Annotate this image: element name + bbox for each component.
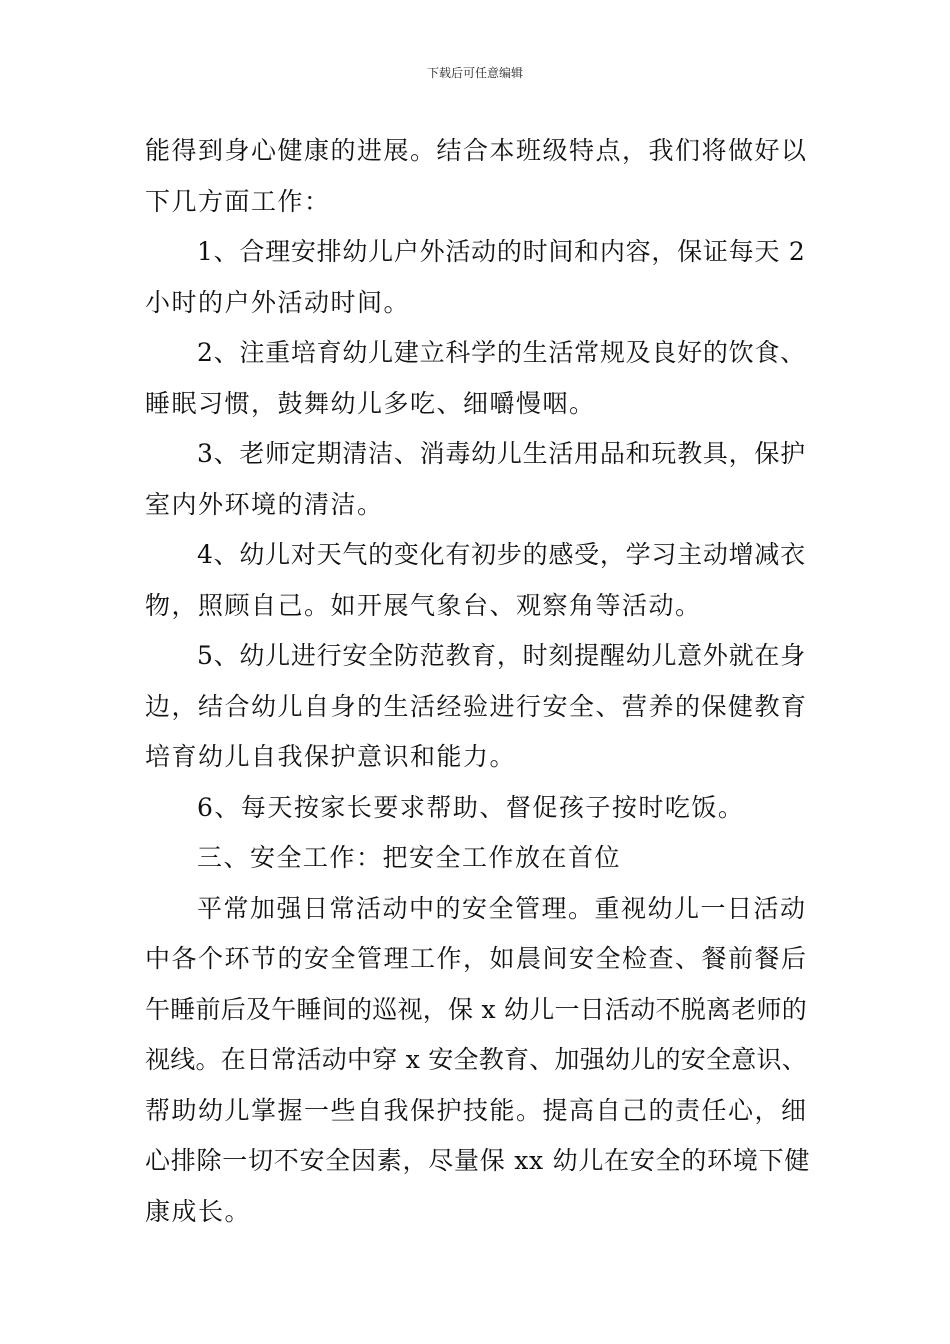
page-header: 下载后可任意编辑 [426,66,523,80]
text-line: 三、安全工作：把安全工作放在首位 [197,843,622,872]
text-line: 4、幼儿对天气的变化有初步的感受，学习主动增减衣 [197,540,806,569]
text-line: 心排除一切不安全因素，尽量保 xx 幼儿在安全的环境下健 [145,1146,811,1175]
text-line: 小时的户外活动时间。 [145,287,411,317]
text-line: 物，照顾自己。如开展气象台、观察角等活动。 [145,590,702,620]
text-line: 6、每天按家长要求帮助、督促孩子按时吃饭。 [197,792,745,822]
text-line: 室内外环境的清洁。 [145,489,384,519]
text-line: 睡眠习惯，鼓舞幼儿多吃、细嚼慢咽。 [145,388,596,418]
text-line: 能得到身心健康的进展。结合本班级特点，我们将做好以 [145,136,808,165]
text-line: 帮助幼儿掌握一些自我保护技能。提高自己的责任心，细 [145,1095,808,1125]
text-line: 3、老师定期清洁、消毒幼儿生活用品和玩教具，保护 [197,439,806,468]
text-line: 培育幼儿自我保护意识和能力。 [145,742,517,771]
text-line: 康成长。 [145,1196,252,1226]
text-line: 中各个环节的安全管理工作，如晨间安全检查、餐前餐后 [145,944,808,973]
text-line: 下几方面工作： [145,186,331,216]
text-line: 视线。在日常活动中穿 x 安全教育、加强幼儿的安全意识、 [145,1045,807,1074]
text-line: 边，结合幼儿自身的生活经验进行安全、营养的保健教育 [145,691,808,721]
text-line: 午睡前后及午睡间的巡视，保 x 幼儿一日活动不脱离老师的 [145,994,807,1024]
text-line: 2、注重培育幼儿建立科学的生活常规及良好的饮食、 [197,338,806,367]
text-line: 平常加强日常活动中的安全管理。重视幼儿一日活动 [197,893,807,923]
document-body [145,126,810,1237]
text-line: 1、合理安排幼儿户外活动的时间和内容，保证每天 2 [197,237,806,266]
text-line: 5、幼儿进行安全防范教育，时刻提醒幼儿意外就在身 [197,641,806,670]
